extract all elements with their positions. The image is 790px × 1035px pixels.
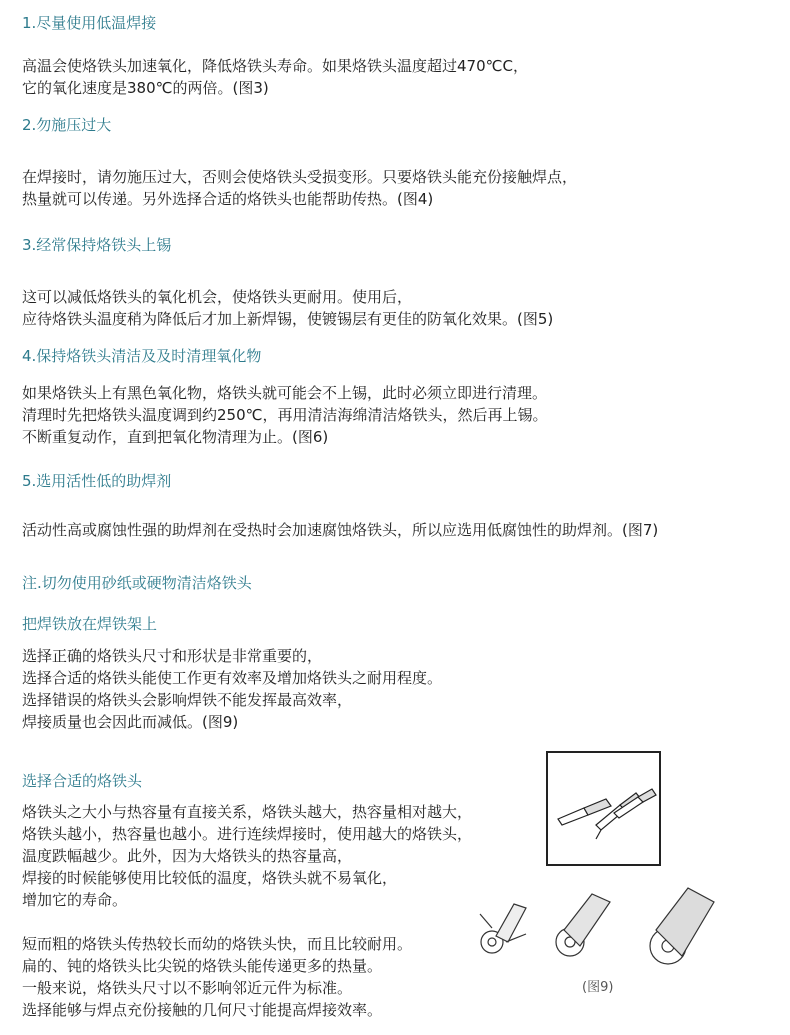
text-line: 扁的、钝的烙铁头比尖锐的烙铁头能传递更多的热量。 [22, 957, 383, 975]
text-line: 清理时先把烙铁头温度调到约250℃，再用清洁海绵清洁烙铁头，然后再上锡。 [22, 406, 548, 424]
text-line: 一般来说，烙铁头尺寸以不影响邻近元件为标准。 [22, 979, 353, 997]
section-6-body [22, 645, 442, 733]
text-line: 烙铁头越小，热容量也越小。进行连续焊接时，使用越大的烙铁头， [22, 825, 473, 843]
text-line: 短而粗的烙铁头传热较长而幼的烙铁头快，而且比较耐用。 [22, 935, 413, 953]
text-line: 高温会使烙铁头加速氧化，降低烙铁头寿命。如果烙铁头温度超过470℃C， [22, 57, 528, 75]
soldering-tips-illustration [548, 753, 659, 864]
text-line: 这可以减低烙铁头的氧化机会，使烙铁头更耐用。使用后， [22, 288, 413, 306]
section-2-body [22, 166, 577, 210]
text-line: 不断重复动作，直到把氧化物清理为止。(图6) [22, 428, 329, 446]
note-title: 注.切勿使用砂纸或硬物清洁烙铁头 [22, 574, 252, 592]
text-line: 活动性高或腐蚀性强的助焊剂在受热时会加速腐蚀烙铁头，所以应选用低腐蚀性的助焊剂。(图7) [22, 521, 659, 539]
text-line: 选择能够与焊点充份接触的几何尺寸能提高焊接效率。 [22, 1001, 383, 1019]
section-2-title: 2.勿施压过大 [22, 116, 112, 134]
text-line: 选择正确的烙铁头尺寸和形状是非常重要的， [22, 647, 323, 665]
section-3-title: 3.经常保持烙铁头上锡 [22, 236, 172, 254]
section-7-body-2 [22, 933, 412, 1021]
section-1-body [22, 55, 528, 99]
section-5-title: 5.选用活性低的助焊剂 [22, 472, 172, 490]
text-line: 在焊接时，请勿施压过大，否则会使烙铁头受损变形。只要烙铁头能充份接触焊点， [22, 168, 578, 186]
text-line: 烙铁头之大小与热容量有直接关系，烙铁头越大，热容量相对越大， [22, 803, 473, 821]
text-line: 选择合适的烙铁头能使工作更有效率及增加烙铁头之耐用程度。 [22, 669, 443, 687]
text-line: 增加它的寿命。 [22, 891, 128, 909]
text-line: 如果烙铁头上有黑色氧化物，烙铁头就可能会不上锡，此时必须立即进行清理。 [22, 384, 548, 402]
text-line: 选择错误的烙铁头会影响焊铁不能发挥最高效率， [22, 691, 353, 709]
tip-size-illustration [474, 884, 720, 984]
section-4-body [22, 382, 547, 448]
figure-tips-box [546, 751, 661, 866]
text-line: 热量就可以传递。另外选择合适的烙铁头也能帮助传热。(图4) [22, 190, 434, 208]
text-line: 它的氧化速度是380℃的两倍。(图3) [22, 79, 269, 97]
section-1-title: 1.尽量使用低温焊接 [22, 14, 157, 32]
text-line: 焊接的时候能够使用比较低的温度，烙铁头就不易氧化， [22, 869, 398, 887]
text-line: 应待烙铁头温度稍为降低后才加上新焊锡，使镀锡层有更佳的防氧化效果。(图5) [22, 310, 554, 328]
text-line: 焊接质量也会因此而减低。(图9) [22, 713, 239, 731]
section-7-title: 选择合适的烙铁头 [22, 772, 143, 790]
section-4-title: 4.保持烙铁头清洁及及时清理氧化物 [22, 347, 262, 365]
figure-caption: (图9) [582, 980, 614, 995]
section-6-title: 把焊铁放在焊铁架上 [22, 615, 158, 633]
section-5-body [22, 519, 658, 541]
section-3-body [22, 286, 553, 330]
section-7-body [22, 801, 472, 911]
figure-tip-sizes [474, 884, 720, 984]
text-line: 温度跌幅越少。此外，因为大烙铁头的热容量高， [22, 847, 353, 865]
